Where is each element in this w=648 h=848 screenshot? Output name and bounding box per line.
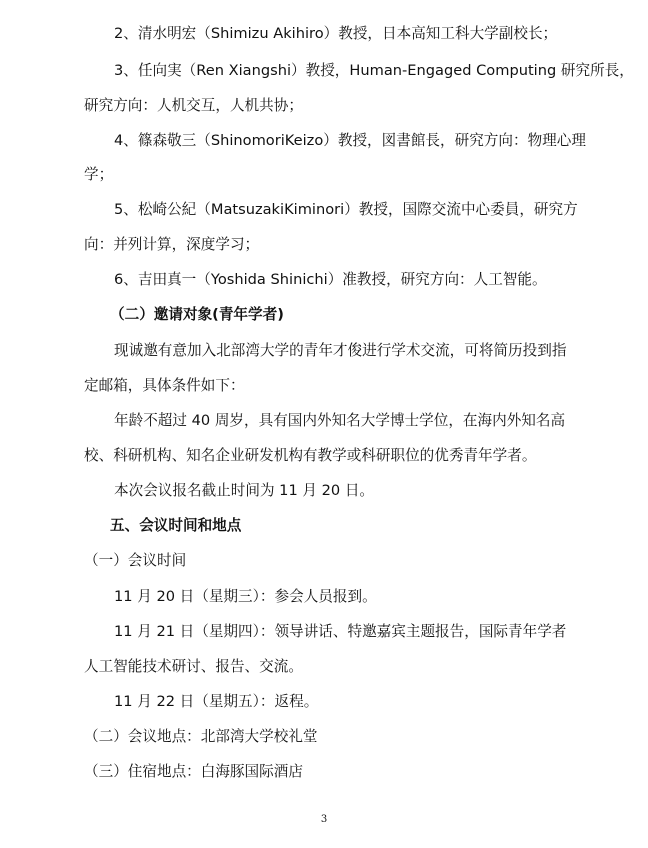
section-heading-invitees: （二）邀请对象(青年学者) [110, 306, 284, 323]
subheading-time: （一）会议时间 [84, 552, 187, 569]
schedule-day-3: 11 月 22 日（星期五）：返程。 [114, 693, 319, 710]
invitation-paragraph: 现诚邀有意加入北部湾大学的青年才俊进行学术交流，可将简历投到指 [114, 342, 567, 359]
venue-text: （二）会议地点：北部湾大学校礼堂 [84, 728, 318, 745]
expert-item-6: 6、吉田真一（Yoshida Shinichi）准教授，研究方向：人工智能。 [114, 271, 547, 288]
expert-item-5: 5、松崎公紀（MatsuzakiKiminori）教授，国際交流中心委員，研究方 [114, 201, 578, 218]
expert-item-5-cont: 向：并列计算，深度学习； [84, 236, 260, 253]
expert-item-4: 4、篠森敬三（ShinomoriKeizo）教授，図書館長，研究方向：物理心理 [114, 132, 586, 149]
section-heading-time-location: 五、会议时间和地点 [110, 517, 242, 534]
invitation-paragraph-cont: 定邮箱，具体条件如下： [84, 377, 245, 394]
deadline-text: 本次会议报名截止时间为 11 月 20 日。 [114, 482, 375, 499]
page-number: 3 [320, 814, 328, 825]
schedule-day-1: 11 月 20 日（星期三）：参会人员报到。 [114, 588, 377, 605]
expert-item-3-cont: 研究方向：人机交互，人机共协； [84, 97, 303, 114]
requirements-paragraph-cont: 校、科研机构、知名企业研发机构有教学或科研职位的优秀青年学者。 [84, 447, 537, 464]
expert-item-3: 3、任向実（Ren Xiangshi）教授，Human-Engaged Computing 研究所長， [114, 62, 634, 79]
schedule-day-2: 11 月 21 日（星期四）：领导讲话、特邀嘉宾主题报告，国际青年学者 [114, 623, 567, 640]
expert-item-4-cont: 学； [84, 166, 114, 183]
accommodation-text: （三）住宿地点：白海豚国际酒店 [84, 763, 303, 780]
expert-item-2: 2、清水明宏（Shimizu Akihiro）教授，日本高知工科大学副校长； [114, 25, 558, 42]
schedule-day-2-cont: 人工智能技术研讨、报告、交流。 [84, 658, 303, 675]
requirements-paragraph: 年龄不超过 40 周岁，具有国内外知名大学博士学位，在海内外知名高 [114, 412, 566, 429]
